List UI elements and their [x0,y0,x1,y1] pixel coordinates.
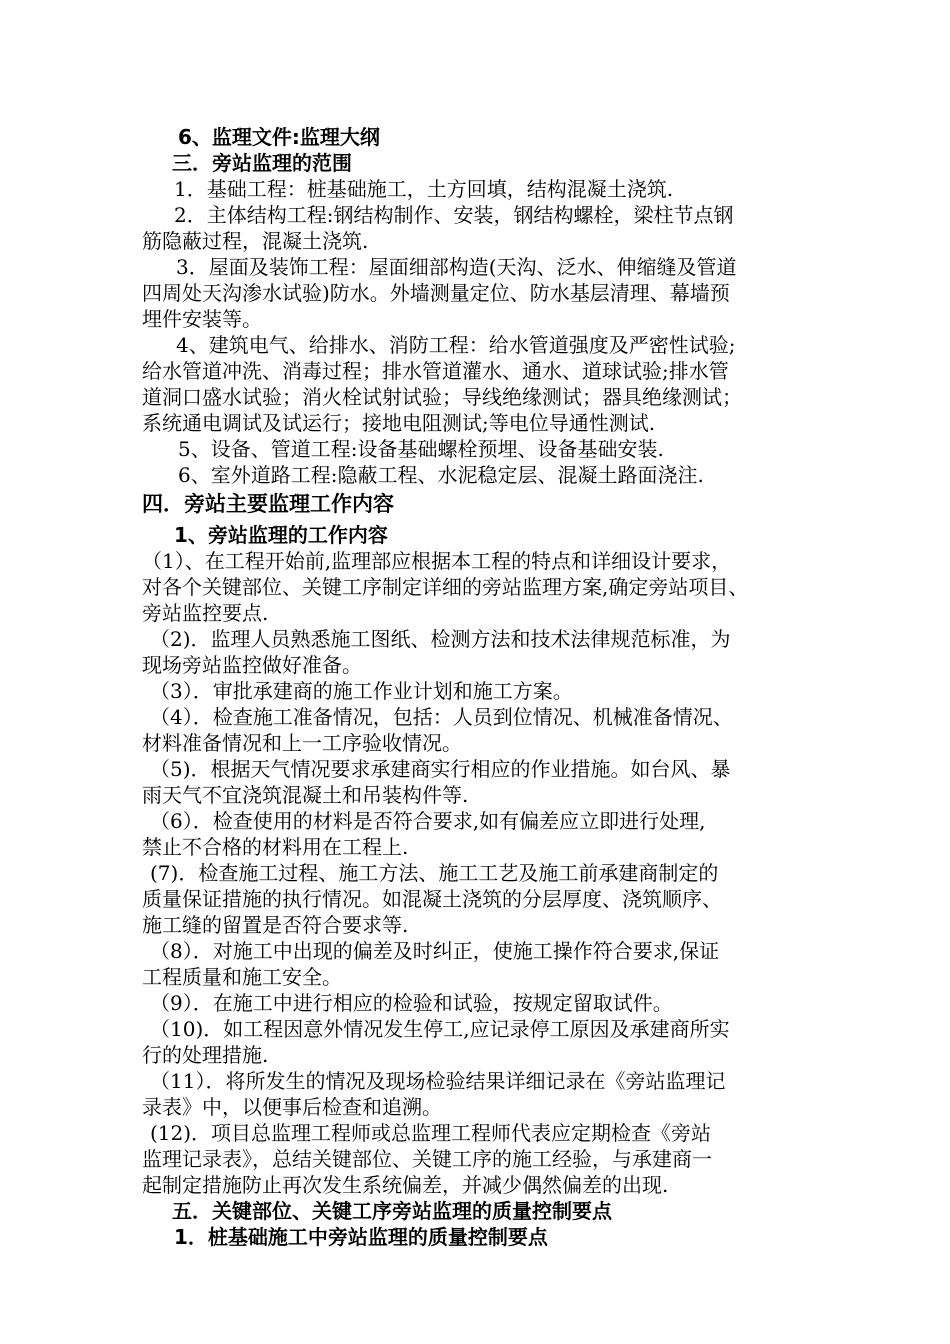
work-item-6: （6）．检查使用的材料是否符合要求,如有偏差应立即进行处理, [150,809,706,833]
work-item-12: (12)．项目总监理工程师或总监理工程师代表应定期检查《旁站 [150,1121,712,1145]
scope-item-5: 5、设备、管道工程:设备基础螺栓预埋、设备基础安装. [178,437,664,461]
work-item-11: （11）．将所发生的情况及现场检验结果详细记录在《旁站监理记 [150,1069,726,1093]
work-item-7-cont-1: 质量保证措施的执行情况。如混凝土浇筑的分层厚度、浇筑顺序、 [142,887,722,911]
work-item-12-cont-2: 起制定措施防止再次发生系统偏差，并减少偶然偏差的出现. [142,1173,669,1197]
scope-item-3-cont-1: 四周处天沟渗水试验)防水。外墙测量定位、防水基层清理、幕墙预 [142,281,730,305]
work-item-6-cont: 禁止不合格的材料用在工程上. [142,835,409,859]
scope-item-1: 1．基础工程：桩基础施工，土方回填，结构混凝土浇筑. [174,177,674,201]
work-item-2: （2)．监理人员熟悉施工图纸、检测方法和技术法律规范标准，为 [150,627,731,651]
scope-item-3: 3．屋面及装饰工程：屋面细部构造(天沟、泛水、伸缩缝及管道 [176,255,737,279]
section-4-heading: 四．旁站主要监理工作内容 [142,492,394,516]
work-item-8: （8）．对施工中出现的偏差及时纠正，使施工操作符合要求,保证 [150,939,720,963]
work-item-1: （1）、在工程开始前,监理部应根据本工程的特点和详细设计要求， [142,549,732,573]
work-item-5-cont: 雨天气不宜浇筑混凝土和吊装构件等. [142,783,469,807]
scope-item-4: 4、建筑电气、给排水、消防工程：给水管道强度及严密性试验; [176,333,736,357]
subsection-4-1-heading: 1、旁站监理的工作内容 [174,523,388,547]
scope-item-4-cont-3: 系统通电调试及试运行；接地电阻测试;等电位导通性测试. [142,411,656,435]
work-item-8-cont: 工程质量和施工安全。 [142,965,342,989]
work-item-5: （5)．根据天气情况要求承建商实行相应的作业措施。如台风、暴 [150,757,731,781]
work-item-10: （10)．如工程因意外情况发生停工,应记录停工原因及承建商所实 [150,1017,730,1041]
work-item-10-cont: 行的处理措施. [142,1043,269,1067]
section-5-heading: 五．关键部位、关键工序旁站监理的质量控制要点 [172,1199,612,1223]
section-3-heading: 三．旁站监理的范围 [172,151,352,175]
work-item-11-cont: 录表》中，以便事后检查和追溯。 [142,1095,442,1119]
scope-item-4-cont-1: 给水管道冲洗、消毒过程；排水管道灌水、通水、道球试验;排水管 [142,359,729,383]
scope-item-3-cont-2: 埋件安装等。 [142,307,262,331]
scope-item-4-cont-2: 道洞口盛水试验；消火栓试射试验；导线绝缘测试；器具绝缘测试； [142,385,742,409]
scope-item-2: 2．主体结构工程:钢结构制作、安装，钢结构螺栓，梁柱节点钢 [174,203,734,227]
subsection-5-1-heading: 1．桩基础施工中旁站监理的质量控制要点 [174,1225,548,1249]
scope-item-6: 6、室外道路工程:隐蔽工程、水泥稳定层、混凝土路面浇注. [178,463,704,487]
work-item-4: （4）．检查施工准备情况，包括：人员到位情况、机械准备情况、 [150,705,733,729]
work-item-7: (7)．检查施工过程、施工方法、施工工艺及施工前承建商制定的 [150,861,719,885]
work-item-1-cont-2: 旁站监控要点. [142,601,269,625]
scope-item-2-cont: 筋隐蔽过程，混凝土浇筑. [142,229,369,253]
work-item-3: （3）．审批承建商的施工作业计划和施工方案。 [150,679,573,703]
work-item-9: （9）．在施工中进行相应的检验和试验，按规定留取试件。 [150,991,673,1015]
work-item-7-cont-2: 施工缝的留置是否符合要求等. [142,913,409,937]
work-item-2-cont: 现场旁站监控做好准备。 [142,653,362,677]
work-item-4-cont: 材料准备情况和上一工序验收情况。 [142,731,462,755]
clause-6-supervision-documents: 6、监理文件:监理大纲 [178,125,380,149]
work-item-12-cont-1: 监理记录表》，总结关键部位、关键工序的施工经验，与承建商一 [142,1147,712,1171]
work-item-1-cont-1: 对各个关键部位、关键工序制定详细的旁站监理方案,确定旁站项目、 [142,575,749,599]
